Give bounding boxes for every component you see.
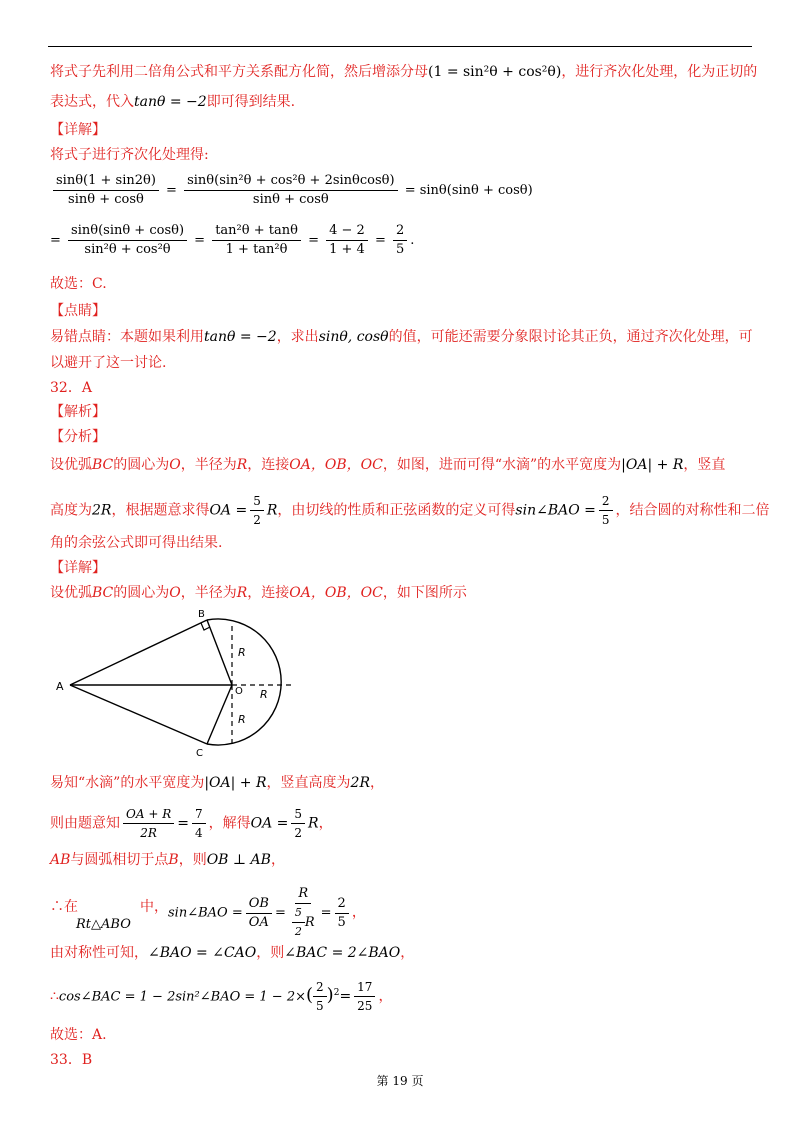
- text: 由对称性可知，: [50, 945, 148, 961]
- comment-line-1: [50, 327, 753, 347]
- numerator: 2: [313, 978, 327, 997]
- header-rule: [48, 46, 752, 47]
- fraction: [326, 222, 368, 259]
- numerator: sinθ(sinθ + cosθ): [68, 222, 187, 241]
- numerator: R: [295, 885, 311, 904]
- text: ，竖直: [683, 457, 726, 473]
- detail-heading: 【详解】: [50, 122, 106, 138]
- fraction: [246, 895, 272, 932]
- denominator: sinθ + cosθ: [252, 192, 329, 207]
- denominator: 2: [253, 513, 261, 527]
- text: ，: [378, 988, 393, 1005]
- answer-c: 故选：C.: [50, 276, 107, 292]
- step-2: [50, 805, 750, 842]
- text: ，: [369, 775, 384, 791]
- text: ，求出: [276, 329, 319, 345]
- comment-heading: 【点睛】: [50, 303, 106, 319]
- numerator: 2: [393, 222, 407, 241]
- formula: tanθ = −2: [204, 329, 277, 345]
- water-drop-figure: [50, 608, 310, 758]
- text: ，结合圆的对称性和二倍: [615, 502, 770, 519]
- denominator: 2: [294, 826, 303, 840]
- step-5: [50, 943, 750, 963]
- fraction: [250, 492, 264, 529]
- line-ob: [207, 620, 232, 685]
- detail-text: 将式子进行齐次化处理得:: [50, 147, 209, 163]
- text: ，半径为: [180, 585, 237, 601]
- text: ，进行齐次化处理，化为正切的: [561, 64, 758, 80]
- text: ，连接: [247, 585, 290, 601]
- text: ，竖直高度为: [266, 775, 351, 791]
- text: ，连接: [247, 457, 290, 473]
- denominator: 4: [194, 826, 203, 840]
- step-6: ∴cos∠BAC = 1 − 2sin²∠BAO = 1 − 2×( $\frac{2}{5}$ )$^2$= $\frac{17}{25}$ ，: [50, 980, 393, 1013]
- numerator: OB: [246, 895, 272, 914]
- line-ac: [70, 685, 207, 744]
- analysis-line-3: 角的余弦公式即可得出结果.: [50, 535, 223, 551]
- denominator: 2R: [140, 826, 157, 840]
- text: 设优弧: [50, 457, 92, 473]
- fraction: [313, 978, 327, 1015]
- text: ，: [400, 945, 415, 961]
- formula: ∠BAC = 2∠BAO: [284, 945, 401, 961]
- equation-rhs: = sinθ(sinθ + cosθ): [404, 183, 533, 198]
- formula: AB: [50, 852, 71, 868]
- text: ，则: [256, 945, 285, 961]
- text: 高度为: [50, 502, 92, 519]
- sin-bao-equation: sin∠BAO = $\frac{OB}{OA}$ = R $\frac{5}{2}$ R = $\frac{2}{5}$ ，: [168, 885, 366, 941]
- formula: Rt△ABO: [76, 917, 131, 932]
- text: 的圆心为: [113, 585, 170, 601]
- formula: 2R: [92, 502, 112, 519]
- formula: sinθ, cosθ: [318, 329, 389, 345]
- text: 的圆心为: [113, 457, 170, 473]
- fraction: [68, 222, 187, 259]
- analysis-line-2: [50, 492, 770, 529]
- numerator: 4 − 2: [326, 222, 368, 241]
- fraction: [123, 805, 174, 842]
- formula: (1 = sin²θ + cos²θ): [428, 64, 562, 80]
- formula: R: [304, 915, 315, 930]
- text: ，半径为: [180, 457, 237, 473]
- formula: O: [169, 585, 181, 601]
- page-footer: 第 19 页: [376, 1074, 424, 1088]
- formula: OA =: [250, 815, 289, 832]
- formula: ∠BAO = ∠CAO: [148, 945, 257, 961]
- text: ，: [351, 904, 366, 921]
- text: ，根据题意求得: [111, 502, 210, 519]
- formula: sin∠BAO =: [515, 502, 596, 519]
- text: 即可得到结果.: [206, 94, 296, 110]
- formula: R: [236, 457, 248, 473]
- numerator: sinθ(1 + sin2θ): [53, 172, 159, 191]
- text: ，如下图所示: [382, 585, 467, 601]
- numerator: 5: [292, 904, 305, 923]
- text: ，则: [178, 852, 207, 868]
- text: ，: [318, 815, 333, 832]
- fraction: [212, 222, 301, 259]
- equation-1: $\frac{\sin\theta(1 + \sin 2\theta)}{\sin\theta + \cos\theta}$ = $\frac{\text{sinθ(sin²θ + cos²θ + 2sinθcosθ)}}{\sin\theta + \cos\theta}$ = sinθ(sinθ + cosθ): [50, 172, 750, 209]
- formula: OA，OB，OC: [289, 457, 383, 473]
- formula: R: [266, 502, 278, 519]
- text: 与圆弧相切于点: [70, 852, 169, 868]
- equals: =: [339, 988, 352, 1005]
- text: 中，: [140, 899, 168, 915]
- exponent: 2: [333, 987, 340, 998]
- formula: 2R: [350, 775, 370, 791]
- text: ，: [270, 852, 285, 868]
- answer-a: 故选：A.: [50, 1027, 107, 1043]
- label-a: A: [56, 680, 64, 693]
- formula: OA，OB，OC: [289, 585, 383, 601]
- formula: |OA| + R: [204, 775, 267, 791]
- analysis-heading: 【解析】: [50, 404, 106, 420]
- text: ∴: [50, 988, 59, 1005]
- denominator: OA: [248, 914, 269, 930]
- label-r-top: R: [238, 646, 246, 659]
- text: 设优弧: [50, 585, 92, 601]
- text: ，解得: [208, 815, 251, 832]
- text: 易知“水滴”的水平宽度为: [50, 775, 205, 791]
- denominator: 5: [316, 999, 324, 1013]
- denominator: 25: [357, 999, 373, 1013]
- formula: BC: [92, 585, 114, 601]
- step-3: [50, 850, 750, 870]
- denominator: 1 + tan²θ: [225, 242, 288, 257]
- step-4: [50, 885, 750, 938]
- fraction: [393, 222, 407, 259]
- analysis-line-1: [50, 455, 750, 475]
- denominator: 5: [396, 242, 405, 257]
- step-1: [50, 773, 750, 793]
- formula: OB ⊥ AB: [206, 852, 271, 868]
- text: 将式子先利用二倍角公式和平方关系配方化简，然后增添分母: [50, 64, 428, 80]
- formula: cos∠BAC = 1 − 2sin²∠BAO = 1 − 2×: [58, 989, 306, 1005]
- fraction: [184, 172, 397, 209]
- label-r-right: R: [260, 688, 268, 701]
- question-33-number: 33．B: [50, 1052, 93, 1068]
- denominator: 1 + 4: [329, 242, 365, 257]
- label-r-bottom: R: [238, 713, 246, 726]
- text: 的值，可能还需要分象限讨论其正负，通过齐次化处理，可: [388, 329, 753, 345]
- formula: R: [236, 585, 248, 601]
- denominator: sinθ + cosθ: [68, 192, 144, 207]
- fraction: [289, 885, 318, 941]
- label-o: O: [235, 686, 243, 697]
- formula: BC: [92, 457, 114, 473]
- detail-heading-2: 【详解】: [50, 560, 106, 576]
- intro-line-2: [50, 92, 750, 112]
- major-arc-bc: [207, 619, 281, 745]
- formula: sin∠BAO =: [168, 905, 243, 921]
- denominator: 5: [337, 914, 346, 930]
- numerator: 2: [599, 492, 613, 511]
- numerator: 2: [335, 895, 349, 914]
- numerator: 5: [291, 805, 305, 824]
- formula: tanθ = −2: [134, 94, 207, 110]
- fraction: [354, 978, 375, 1015]
- fraction: [291, 805, 305, 842]
- fenxi-heading: 【分析】: [50, 429, 106, 445]
- numerator: 7: [192, 805, 206, 824]
- text: ，如图，进而可得“水滴”的水平宽度为: [382, 457, 622, 473]
- text: 表达式，代入: [50, 94, 134, 110]
- fraction: [292, 904, 305, 941]
- denominator: 2: [294, 925, 302, 938]
- numerator: OA + R: [123, 805, 174, 824]
- equation-2: = $\frac{\sin\theta(\sin\theta + \cos\theta)}{\text{sin²θ + cos²θ}}$ = $\frac{\text{tan²θ + tanθ}}{\text{1 + tan²θ}}$ = $\frac{4 - 2}{1 + 4}$ = $\frac{2}{5}$ .: [50, 223, 415, 257]
- fraction: [599, 492, 613, 529]
- formula: |OA| + R: [621, 457, 684, 473]
- fraction: [335, 895, 349, 932]
- denominator: 5: [601, 513, 610, 527]
- detail-line-1: [50, 583, 750, 603]
- text: 则由题意知: [50, 815, 120, 832]
- formula: B: [168, 852, 179, 868]
- numerator: sinθ(sin²θ + cos²θ + 2sinθcosθ): [184, 172, 397, 191]
- formula: OA =: [209, 502, 248, 519]
- text: ，由切线的性质和正弦函数的定义可得: [277, 502, 516, 519]
- fraction: [192, 805, 206, 842]
- label-c: C: [196, 748, 203, 758]
- formula: R: [308, 815, 319, 832]
- formula: O: [169, 457, 181, 473]
- line-oc: [207, 685, 232, 744]
- line-ab: [70, 620, 207, 685]
- fraction: [53, 172, 159, 209]
- denominator: [289, 904, 318, 941]
- equals: =: [177, 815, 189, 832]
- label-b: B: [198, 609, 205, 620]
- numerator: 17: [354, 978, 375, 997]
- text: ∴在: [50, 899, 78, 915]
- numerator: tan²θ + tanθ: [212, 222, 301, 241]
- numerator: 5: [250, 492, 264, 511]
- question-32-number: 32．A: [50, 380, 92, 396]
- comment-line-2: 以避开了这一讨论.: [50, 355, 167, 371]
- intro-line-1: [50, 62, 758, 82]
- denominator: sin²θ + cos²θ: [84, 242, 171, 257]
- text: 易错点睛：本题如果利用: [50, 329, 204, 345]
